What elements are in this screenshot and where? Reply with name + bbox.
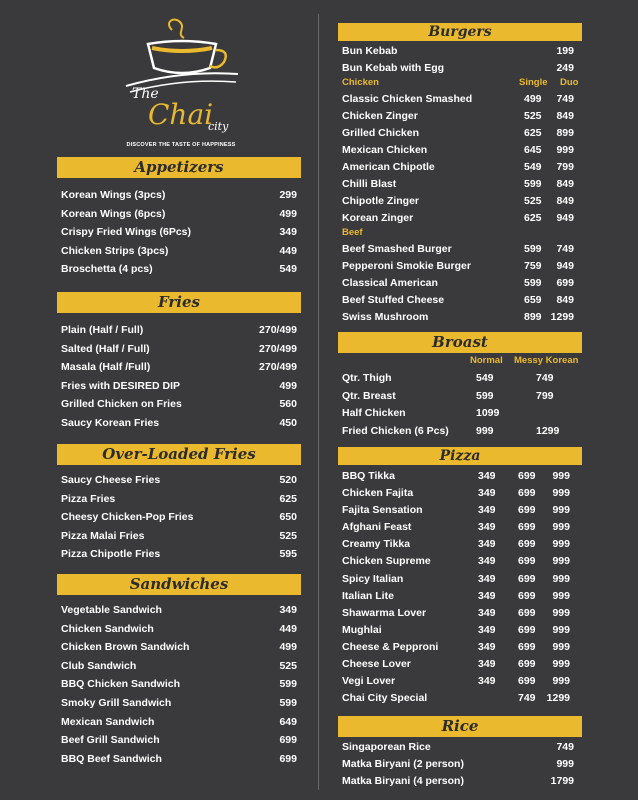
menu-item: [338, 467, 582, 484]
menu-item: [338, 655, 582, 672]
menu-item: [57, 321, 301, 340]
item-price: 650: [279, 511, 297, 524]
item-name: American Chipotle: [342, 161, 435, 173]
menu-item: [338, 308, 582, 325]
item-name: Beef Smashed Burger: [342, 243, 452, 255]
item-large-price: 999: [552, 504, 570, 517]
item-name: Saucy Korean Fries: [61, 416, 160, 429]
item-medium-price: 749: [518, 692, 536, 705]
menu-item: [338, 518, 582, 535]
normal-label: Normal: [470, 355, 503, 366]
item-single-price: 599: [524, 243, 542, 255]
item-name: Creamy Tikka: [342, 538, 411, 551]
item-price: 449: [279, 622, 297, 635]
item-medium-price: 699: [518, 504, 536, 517]
burgers-section: [338, 23, 582, 325]
item-name: Qtr. Breast: [342, 389, 396, 402]
menu-item: [57, 731, 301, 750]
menu-item: [338, 638, 582, 655]
menu-item: [57, 358, 301, 377]
item-name: Plain (Half / Full): [61, 324, 144, 336]
item-name: Chicken Fajita: [342, 487, 414, 500]
item-price: 270/499: [259, 361, 297, 374]
menu-item: [338, 257, 582, 274]
menu-item: [338, 552, 582, 569]
item-large-price: 999: [552, 470, 570, 482]
item-duo-price: 849: [556, 195, 574, 207]
item-price: 249: [556, 62, 574, 74]
item-normal-price: 599: [476, 389, 494, 402]
item-name: Spicy Italian: [342, 572, 404, 585]
menu-item: [57, 638, 301, 657]
item-single-price: 599: [524, 178, 542, 190]
item-large-price: 999: [552, 589, 570, 602]
item-duo-price: 749: [556, 243, 574, 255]
item-price: 499: [279, 379, 297, 392]
item-price: 525: [279, 659, 297, 672]
item-name: Bun Kebab: [342, 45, 398, 57]
item-small-price: 349: [478, 521, 496, 534]
menu-item: [338, 689, 582, 706]
item-single-price: 499: [524, 93, 542, 105]
chicken-label: Chicken: [342, 77, 379, 88]
item-single-price: 625: [524, 127, 542, 139]
item-medium-price: 699: [518, 487, 536, 500]
item-duo-price: 1299: [550, 311, 574, 323]
menu-item: [338, 209, 582, 226]
item-price: 599: [279, 696, 297, 709]
item-name: Swiss Mushroom: [342, 311, 429, 323]
item-name: Saucy Cheese Fries: [61, 474, 161, 486]
item-name: Masala (Half /Full): [61, 361, 151, 374]
item-name: Matka Biryani (2 person): [342, 758, 464, 770]
item-single-price: 525: [524, 110, 542, 122]
item-name: Classical American: [342, 277, 438, 289]
logo-the: The: [132, 86, 159, 102]
item-price: 520: [279, 474, 297, 486]
menu-item: [57, 601, 301, 620]
item-small-price: 349: [478, 487, 496, 500]
item-name: Mughlai: [342, 623, 382, 636]
item-price: 595: [279, 548, 297, 561]
item-medium-price: 699: [518, 658, 536, 671]
item-name: Afghani Feast: [342, 521, 412, 534]
item-normal-price: 999: [476, 424, 494, 437]
chicken-subheader: [338, 76, 582, 90]
menu-item: [338, 604, 582, 621]
menu-item: [57, 675, 301, 694]
menu-item: [57, 490, 301, 509]
item-name: Fajita Sensation: [342, 504, 423, 517]
menu-item: [57, 527, 301, 546]
item-name: Singaporean Rice: [342, 741, 431, 753]
item-large-price: 999: [552, 658, 570, 671]
item-large-price: 999: [552, 555, 570, 568]
beef-subheader: [338, 226, 582, 240]
menu-item: [338, 404, 582, 422]
item-large-price: 999: [552, 623, 570, 636]
burgers-header: Burgers: [338, 23, 582, 41]
menu-item: [57, 395, 301, 414]
item-name: Pepperoni Smokie Burger: [342, 260, 471, 272]
item-single-price: 899: [524, 311, 542, 323]
item-price: 199: [556, 45, 574, 57]
menu-item: [338, 535, 582, 552]
item-price: 349: [279, 226, 297, 239]
rice-header: Rice: [338, 716, 582, 737]
item-price: 449: [279, 244, 297, 257]
item-name: Cheesy Chicken-Pop Fries: [61, 511, 194, 524]
menu-item: [57, 242, 301, 261]
menu-item: [338, 158, 582, 175]
item-duo-price: 849: [556, 110, 574, 122]
menu-item: [338, 484, 582, 501]
item-name: Chicken Zinger: [342, 110, 418, 122]
item-small-price: 349: [478, 572, 496, 585]
item-name: Chai City Special: [342, 692, 428, 705]
menu-item: [338, 387, 582, 405]
item-medium-price: 699: [518, 640, 536, 653]
menu-item: [338, 107, 582, 124]
item-price: 349: [279, 604, 297, 616]
item-name: Qtr. Thigh: [342, 372, 392, 384]
item-price: 999: [556, 758, 574, 770]
item-name: Pizza Fries: [61, 492, 116, 505]
item-name: Matka Biryani (4 person): [342, 775, 464, 787]
item-name: Grilled Chicken on Fries: [61, 398, 182, 411]
pizza-header: Pizza: [338, 447, 582, 465]
item-large-price: 999: [552, 675, 570, 688]
item-name: Italian Lite: [342, 589, 394, 602]
item-large-price: 999: [552, 487, 570, 500]
beef-label: Beef: [342, 227, 363, 238]
item-medium-price: 699: [518, 675, 536, 688]
item-small-price: 349: [478, 606, 496, 619]
item-price: 270/499: [259, 324, 297, 336]
menu-item: [338, 42, 582, 59]
item-price: 560: [279, 398, 297, 411]
item-small-price: 349: [478, 658, 496, 671]
logo: [112, 12, 252, 152]
item-normal-price: 549: [476, 372, 494, 384]
menu-item: [338, 621, 582, 638]
item-small-price: 349: [478, 675, 496, 688]
menu-item: [338, 124, 582, 141]
menu-item: [338, 755, 582, 772]
item-name: Korean Zinger: [342, 212, 414, 224]
item-name: Cheese Lover: [342, 658, 411, 671]
duo-label: Duo: [560, 77, 579, 88]
item-duo-price: 849: [556, 294, 574, 306]
item-name: Pizza Chipotle Fries: [61, 548, 161, 561]
item-name: Crispy Fried Wings (6Pcs): [61, 226, 192, 239]
item-name: Chipotle Zinger: [342, 195, 419, 207]
item-large-price: 999: [552, 521, 570, 534]
menu-item: [338, 141, 582, 158]
menu-item: [338, 738, 582, 755]
pizza-section: [338, 447, 582, 706]
item-duo-price: 949: [556, 260, 574, 272]
logo-tagline: DISCOVER THE TASTE OF HAPPINESS: [126, 142, 236, 148]
menu-item: [338, 240, 582, 257]
item-name: Grilled Chicken: [342, 127, 420, 139]
menu-item: [57, 750, 301, 769]
item-name: BBQ Chicken Sandwich: [61, 678, 181, 691]
item-price: 749: [556, 741, 574, 753]
logo-city: city: [208, 120, 229, 133]
item-name: Beef Grill Sandwich: [61, 734, 160, 747]
item-medium-price: 699: [518, 572, 536, 585]
item-single-price: 625: [524, 212, 542, 224]
item-name: Fries with DESIRED DIP: [61, 379, 181, 392]
item-name: Smoky Grill Sandwich: [61, 696, 172, 709]
item-name: Bun Kebab with Egg: [342, 62, 445, 74]
item-price: 299: [279, 189, 297, 201]
menu-item: [57, 620, 301, 639]
item-large-price: 999: [552, 538, 570, 551]
item-price: 525: [279, 529, 297, 542]
item-single-price: 599: [524, 277, 542, 289]
item-price: 699: [279, 752, 297, 765]
fries-header: Fries: [57, 292, 301, 313]
single-label: Single: [519, 77, 548, 88]
item-name: Fried Chicken (6 Pcs): [342, 424, 449, 437]
menu-item: [338, 175, 582, 192]
menu-item: [57, 508, 301, 527]
item-duo-price: 799: [556, 161, 574, 173]
menu-item: [338, 587, 582, 604]
menu-item: [338, 90, 582, 107]
appetizers-header: Appetizers: [57, 157, 301, 178]
item-name: Vegetable Sandwich: [61, 604, 162, 616]
overloaded-fries-header: Over-Loaded Fries: [57, 444, 301, 465]
item-large-price: 999: [552, 572, 570, 585]
menu-item: [57, 340, 301, 359]
menu-item: [57, 471, 301, 490]
item-name: Chicken Sandwich: [61, 622, 154, 635]
item-messy-price: 799: [536, 389, 554, 402]
item-price: 549: [279, 263, 297, 276]
item-price: 450: [279, 416, 297, 429]
broast-section: [338, 332, 582, 439]
teacup-icon: [112, 12, 252, 152]
item-name: BBQ Tikka: [342, 470, 395, 482]
item-medium-price: 699: [518, 606, 536, 619]
appetizers-section: [57, 157, 301, 279]
item-single-price: 549: [524, 161, 542, 173]
fries-section: [57, 292, 301, 433]
item-small-price: 349: [478, 640, 496, 653]
item-name: Pizza Malai Fries: [61, 529, 145, 542]
menu-item: [57, 377, 301, 396]
item-price: 625: [279, 492, 297, 505]
item-normal-price: 1099: [476, 407, 500, 419]
item-large-price: 999: [552, 606, 570, 619]
item-duo-price: 899: [556, 127, 574, 139]
item-price: 499: [279, 207, 297, 220]
column-divider: [318, 14, 319, 790]
item-name: Korean Wings (3pcs): [61, 189, 166, 201]
item-large-price: 1299: [546, 692, 570, 705]
item-medium-price: 699: [518, 589, 536, 602]
broast-header: Broast: [338, 332, 582, 353]
item-duo-price: 999: [556, 144, 574, 156]
item-name: Classic Chicken Smashed: [342, 93, 473, 105]
item-name: Cheese & Pepproni: [342, 640, 439, 653]
menu-item: [338, 369, 582, 387]
item-name: Beef Stuffed Cheese: [342, 294, 445, 306]
menu-item: [338, 501, 582, 518]
menu-item: [338, 772, 582, 789]
item-medium-price: 699: [518, 521, 536, 534]
item-small-price: 349: [478, 589, 496, 602]
item-single-price: 525: [524, 195, 542, 207]
item-name: Chicken Brown Sandwich: [61, 641, 190, 654]
item-duo-price: 749: [556, 93, 574, 105]
item-price: 1799: [550, 775, 574, 787]
item-name: Chicken Supreme: [342, 555, 431, 568]
item-price: 599: [279, 678, 297, 691]
menu-item: [338, 192, 582, 209]
item-small-price: 349: [478, 555, 496, 568]
item-duo-price: 849: [556, 178, 574, 190]
rice-section: [338, 716, 582, 789]
item-large-price: 999: [552, 640, 570, 653]
menu-item: [57, 205, 301, 224]
item-name: Mexican Chicken: [342, 144, 428, 156]
item-small-price: 349: [478, 504, 496, 517]
menu-item: [338, 274, 582, 291]
item-duo-price: 949: [556, 212, 574, 224]
item-single-price: 759: [524, 260, 542, 272]
broast-subheader: [338, 353, 582, 369]
menu-item: [338, 570, 582, 587]
menu-item: [57, 414, 301, 433]
item-single-price: 659: [524, 294, 542, 306]
menu-item: [57, 694, 301, 713]
item-name: Vegi Lover: [342, 675, 396, 688]
menu-item: [338, 422, 582, 440]
logo-chai: Chai: [148, 98, 214, 131]
menu-item: [57, 260, 301, 279]
menu-item: [338, 59, 582, 76]
item-name: Chilli Blast: [342, 178, 397, 190]
item-name: Half Chicken: [342, 407, 406, 419]
item-name: Salted (Half / Full): [61, 342, 150, 355]
item-name: BBQ Beef Sandwich: [61, 752, 162, 765]
sandwiches-section: [57, 574, 301, 768]
menu-item: [338, 672, 582, 689]
item-single-price: 645: [524, 144, 542, 156]
item-name: Broschetta (4 pcs): [61, 263, 153, 276]
item-price: 499: [279, 641, 297, 654]
messy-korean-label: Messy Korean: [514, 355, 579, 366]
item-name: Chicken Strips (3pcs): [61, 244, 169, 257]
sandwiches-header: Sandwiches: [57, 574, 301, 595]
menu-item: [57, 545, 301, 564]
item-medium-price: 699: [518, 555, 536, 568]
item-messy-price: 749: [536, 372, 554, 384]
menu-item: [57, 223, 301, 242]
item-small-price: 349: [478, 538, 496, 551]
item-price: 699: [279, 734, 297, 747]
item-medium-price: 699: [518, 470, 536, 482]
menu-item: [57, 657, 301, 676]
item-medium-price: 699: [518, 623, 536, 636]
item-price: 649: [279, 715, 297, 728]
item-duo-price: 699: [556, 277, 574, 289]
menu-item: [338, 291, 582, 308]
overloaded-fries-section: [57, 444, 301, 564]
item-name: Korean Wings (6pcs): [61, 207, 166, 220]
item-name: Shawarma Lover: [342, 606, 427, 619]
menu-item: [57, 186, 301, 205]
menu-item: [57, 713, 301, 732]
item-name: Mexican Sandwich: [61, 715, 155, 728]
item-price: 270/499: [259, 342, 297, 355]
item-name: Club Sandwich: [61, 659, 137, 672]
item-small-price: 349: [478, 623, 496, 636]
item-small-price: 349: [478, 470, 496, 482]
item-messy-price: 1299: [536, 424, 560, 437]
item-medium-price: 699: [518, 538, 536, 551]
